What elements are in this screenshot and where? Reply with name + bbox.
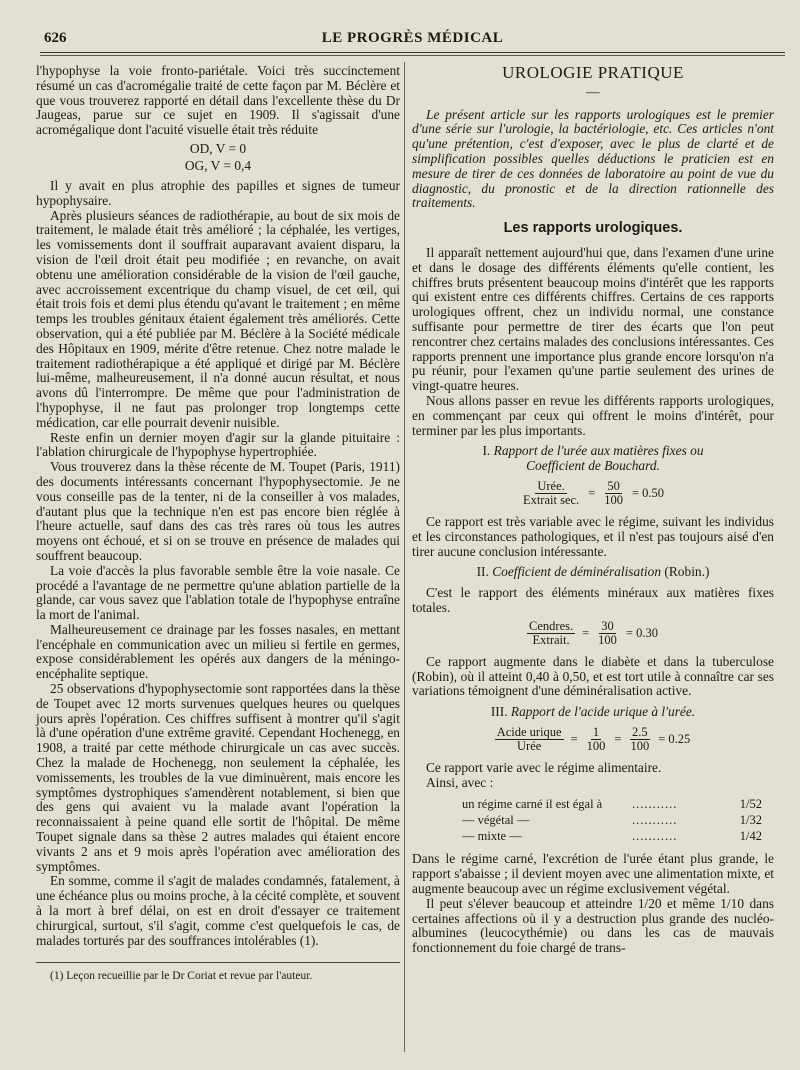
ratio-3-numerator-2: 2.5 <box>632 724 648 739</box>
ratio-3-equals-2: = <box>614 731 622 746</box>
header-rule-secondary <box>40 55 785 56</box>
paragraph: Ainsi, avec : <box>426 774 494 790</box>
column-divider <box>404 62 405 1052</box>
diet-row <box>462 828 774 844</box>
ratio-2-numerator-label: Cendres. <box>529 618 574 633</box>
footnote-rule <box>36 962 400 963</box>
diet-table <box>462 796 774 844</box>
paragraph: Ce rapport augmente dans le diabète et dans la tuberculose (Robin), où il atteint 0,40 à 0,50, et est tort utile à connaître car ses variations témoignent d'une déminéralisation active. <box>412 653 774 699</box>
diet-label: un régime carné il est égal à <box>462 797 603 812</box>
ratio-1-numerator-value: 50 <box>607 478 620 493</box>
ratio-3-denominator-2: 100 <box>630 738 650 753</box>
diet-label: — mixte — <box>462 829 522 844</box>
ratio-2-denominator-value: 100 <box>598 632 617 647</box>
ratio-3-formula <box>412 726 774 753</box>
ratio-1-denominator-label: Extrait sec. <box>522 492 580 507</box>
ratio-3-numerator-label: Acide urique <box>496 724 562 739</box>
formula-og: OG, V = 0,4 <box>184 157 252 173</box>
diet-row <box>462 796 774 812</box>
title-dash: — <box>586 83 600 99</box>
diet-value: 1/52 <box>739 797 762 812</box>
paragraph: Reste enfin un dernier moyen d'agir sur la glande pituitaire : l'ablation chirurgicale de l'hypophyse hypertrophiée. <box>36 429 400 460</box>
paragraph: Ce rapport est très variable avec le régime, suivant les individus et les circonstances pathologiques, et il n'est pas toujours aisé d'en tirer aucune conclusion intéressante. <box>412 513 774 559</box>
paragraph: l'hypophyse la voie fronto-pariétale. Voici très succinctement résumé un cas d'acromégalie traité de cette façon par M. Béclère et que vous trouverez rapporté en détail dans l'excellente thèse du Dr Jaugeas, parue sur ce sujet en 1909. Il s'agissait d'une acromégalique dont l'acuité visuelle était très réduite <box>36 63 400 138</box>
ratio-2-heading <box>412 565 774 580</box>
ratio-1-formula <box>412 480 774 507</box>
ratio-1-numerator-label: Urée. <box>537 478 565 493</box>
paragraph: Il apparaît nettement aujourd'hui que, dans l'examen d'une urine et dans le dosage des différents éléments qu'elle contient, les chiffres bruts présentent beaucoup moins d'intérêt que les rapports qui existent entre ces différents chiffres. Certains de ces rapports urologiques offrent, chez un individu normal, une constance suffisante pour permettre de tirer des écarts que l'on peut rencontrer chez certains malades des conclusions intéressantes. Ces rapports prennent une importance plus grande encore lorsqu'on n'a pu réunir, pour l'examen qu'une partie seulement des urines de vingt-quatre heures. <box>412 244 774 394</box>
page-number: 626 <box>44 30 67 46</box>
article-subtitle: Les rapports urologiques. <box>503 220 683 237</box>
right-column <box>412 64 774 956</box>
header-rule <box>40 52 785 53</box>
diet-dots: ........... <box>632 829 678 844</box>
ratio-2-numerator-value: 30 <box>601 618 614 633</box>
paragraph: Après plusieurs séances de radiothérapie, au bout de six mois de traitement, le malade était très amélioré ; la céphalée, les vertiges, les vomissements dont il souffrait auparavant avaient disparu, la vision de l'œil droit était peu modifiée ; en revanche, on avait obtenu une amélioration considérable de la vision de l'œil gauche, avec accroissement excentrique du champ visuel, de cet œil, qui était trois fois et demi plus étendu qu'avant le traitement ; en même temps les troubles génitaux étaient également très améliorés. Cette observation, qui a été publiée par M. Béclère à la Société médicale des Hôpitaux en 1909, mérite d'être retenue. Chez notre malade le traitement radiothérapique a été appliqué et dirigé par M. Béclère lui-même, malheureusement, il n'a donné aucun résultat, et nous avons dû l'interrompre. De même que pour l'administration de l'hypophyse, il ne faut pas prolonger trop longtemps cette médication, car elle pourrait devenir nuisible. <box>36 207 400 430</box>
ratio-3-equals-1: = <box>570 731 578 746</box>
ratio-2-denominator-label: Extrait. <box>532 632 570 647</box>
ratio-2-author: (Robin.) <box>664 564 710 580</box>
ratio-3-numerator-1: 1 <box>592 724 600 739</box>
diet-row <box>462 812 774 828</box>
ratio-1-denominator-value: 100 <box>604 492 623 507</box>
paragraph: Nous allons passer en revue les différents rapports urologiques, en commençant par ceux qui offrent le moins d'intérêt, pour terminer par les plus importants. <box>412 392 774 438</box>
footnote: (1) Leçon recueillie par le Dr Coriat et revue par l'auteur. <box>50 970 313 983</box>
paragraph: Il peut s'élever beaucoup et atteindre 1/20 et même 1/10 dans certaines affections où il y a destruction plus grande des nucléo-albumines (leucocythémie) ou dans les cas de mauvais fonctionnement du foie chargé de trans- <box>412 895 774 956</box>
paragraph: La voie d'accès la plus favorable semble être la voie nasale. Ce procédé a l'avantage de ne permettre qu'une ablation partielle de la glande, car vous savez que l'ablation totale de l'hypophyse entraîne la mort de l'animal. <box>36 562 400 623</box>
ratio-2-equals: = <box>582 625 590 640</box>
section-title: UROLOGIE PRATIQUE <box>502 63 684 82</box>
journal-title: LE PROGRÈS MÉDICAL <box>321 30 504 46</box>
ratio-1-number: I. <box>482 443 491 459</box>
diet-dots: ........... <box>632 813 678 828</box>
page-header <box>40 30 785 52</box>
paragraph: Malheureusement ce drainage par les fosses nasales, en mettant l'encéphale en communication avec un milieu si fertile en germes, expose considérablement les opérés aux dangers de la méningo-encéphalite septique. <box>36 621 400 682</box>
paragraph: 25 observations d'hypophysectomie sont rapportées dans la thèse de Toupet avec 12 morts survenues quelques heures ou quelques jours après l'opération. Ces chiffres suffisent à montrer qu'il s'agit là d'une opération d'une extrême gravité. Cependant Hochenegg, en 1908, a traité par cette méthode chirurgicale un cas avec succès. Chez la malade de Hochenegg, non seulement la céphalée, les vomissements, les troubles de la vue diminuèrent, mais encore les symptômes dystrophiques s'amendèrent notablement, si bien que des gens qui avaient vu la malade avant l'opération la reconnaissaient à peine quand elle sortit de l'hôpital. De même Toupet signale dans sa thèse 2 autres malades qui étaient encore vivants 2 ans et 9 mois après l'opération avec amélioration des symptômes. <box>36 681 400 874</box>
ratio-2-formula <box>412 620 774 647</box>
left-column <box>36 64 400 984</box>
intro-paragraph: Le présent article sur les rapports urologiques est le premier d'une série sur l'urologie, la bactériologie, etc. Ces articles n'ont qu'une prétention, c'est d'exposer, avec le plus de clarté et de simplification possibles quelles déductions le praticien est en mesure de tirer de ces données de laboratoire au point de vue du diagnostic, du pronostic et de la direction rationnelle des traitements. <box>412 106 774 211</box>
paragraph: En somme, comme il s'agit de malades condamnés, fatalement, à une échéance plus ou moins proche, à la cécité complète, et souvent à la mort à bref délai, on est en droit d'essayer ce traitement chirurgical, surtout, s'il s'agit, comme c'est quelquefois le cas, de malades torturés par des souffrances intolérables (1). <box>36 873 401 948</box>
diet-value: 1/42 <box>739 829 762 844</box>
ratio-1-title-a: Rapport de l'urée aux matières fixes ou <box>493 443 704 459</box>
ratio-1-result: = 0.50 <box>631 486 665 501</box>
formula-od: OD, V = 0 <box>189 140 247 156</box>
ratio-3-number: III. <box>490 704 508 720</box>
paragraph: Il y avait en plus atrophie des papilles et signes de tumeur hypophysaire. <box>36 177 400 208</box>
ratio-3-heading <box>412 705 774 720</box>
ratio-3-denominator-1: 100 <box>586 738 606 753</box>
ratio-2-result: = 0.30 <box>625 625 658 640</box>
ratio-1-title-b: Coefficient de Bouchard. <box>526 458 660 474</box>
diet-value: 1/32 <box>739 813 762 828</box>
ratio-3-result: = 0.25 <box>658 731 691 746</box>
ratio-2-number: II. <box>476 564 489 580</box>
paragraph: Dans le régime carné, l'excrétion de l'urée étant plus grande, le rapport s'abaisse ; il devient moyen avec une alimentation mixte, et augmente beaucoup avec un régime exclusivement végétal. <box>412 851 774 897</box>
paragraph: C'est le rapport des éléments minéraux aux matières fixes totales. <box>412 585 774 615</box>
ratio-3-title: Rapport de l'acide urique à l'urée. <box>510 704 696 720</box>
ratio-2-title: Coefficient de déminéralisation <box>492 564 662 580</box>
diet-label: — végétal — <box>462 813 530 828</box>
diet-dots: ........... <box>632 797 678 812</box>
ratio-1-heading <box>412 444 774 474</box>
ratio-3-denominator-label: Urée <box>517 738 542 753</box>
ratio-1-equals: = <box>588 486 596 501</box>
paragraph: Ce rapport varie avec le régime alimentaire. <box>426 759 662 775</box>
paragraph: Vous trouverez dans la thèse récente de M. Toupet (Paris, 1911) des documents intéressants concernant l'hypophysectomie. Je ne vous conseille pas de la tenter, ni de la conseiller à vos malades, d'autant plus que la technique n'en est pas encore bien réglée à l'heure actuelle, sauf dans des cas très rares où tous les autres moyens ont échoué, et si on se trouve en présence de malades qui souffrent beaucoup. <box>36 459 400 563</box>
